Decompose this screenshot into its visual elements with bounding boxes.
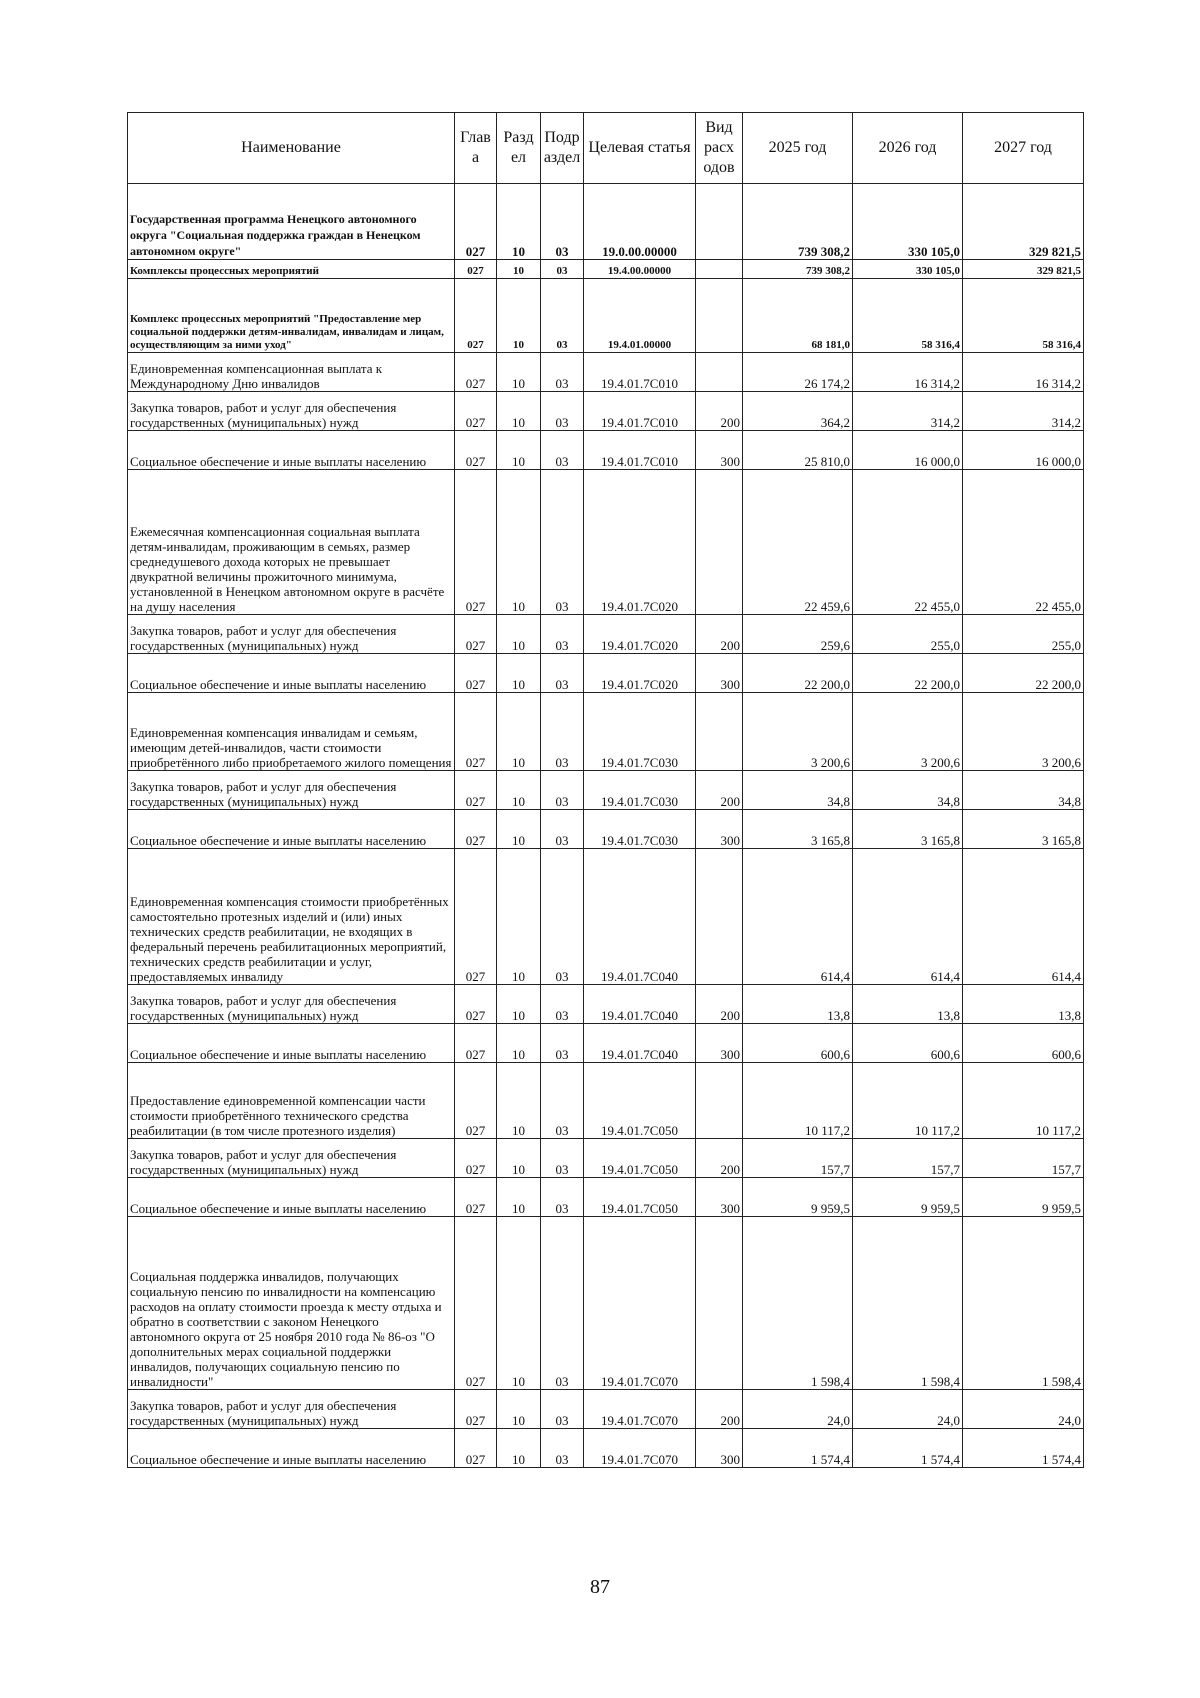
row-name: Закупка товаров, работ и услуг для обеспечения государственных (муниципальных) нужд <box>128 985 455 1024</box>
row-podrazdel: 03 <box>541 985 584 1024</box>
table-row <box>128 985 1084 1024</box>
row-2026: 255,0 <box>853 615 963 654</box>
row-razdel: 10 <box>497 693 541 771</box>
row-2026: 24,0 <box>853 1390 963 1429</box>
table-row <box>128 1063 1084 1139</box>
row-name: Социальное обеспечение и иные выплаты населению <box>128 810 455 849</box>
row-razdel: 10 <box>497 470 541 615</box>
row-2025: 24,0 <box>743 1390 853 1429</box>
row-target: 19.4.01.7С020 <box>584 615 696 654</box>
budget-table <box>127 112 1084 1468</box>
row-razdel: 10 <box>497 392 541 431</box>
table-row <box>128 1429 1084 1468</box>
row-podrazdel: 03 <box>541 1429 584 1468</box>
row-target: 19.4.01.7С050 <box>584 1178 696 1217</box>
row-name: Социальное обеспечение и иные выплаты населению <box>128 654 455 693</box>
row-2025: 364,2 <box>743 392 853 431</box>
row-razdel: 10 <box>497 184 541 260</box>
row-razdel: 10 <box>497 849 541 985</box>
row-vid: 300 <box>696 810 743 849</box>
row-2027: 13,8 <box>963 985 1084 1024</box>
row-2026: 10 117,2 <box>853 1063 963 1139</box>
table-row <box>128 470 1084 615</box>
row-razdel: 10 <box>497 431 541 470</box>
col-header-2025: 2025 год <box>743 113 853 184</box>
row-vid: 200 <box>696 1139 743 1178</box>
row-2025: 600,6 <box>743 1024 853 1063</box>
row-name: Закупка товаров, работ и услуг для обеспечения государственных (муниципальных) нужд <box>128 771 455 810</box>
row-2025: 157,7 <box>743 1139 853 1178</box>
row-name: Социальное обеспечение и иные выплаты населению <box>128 1024 455 1063</box>
table-row <box>128 184 1084 260</box>
row-2026: 9 959,5 <box>853 1178 963 1217</box>
row-glava: 027 <box>455 279 497 353</box>
table-header-row <box>128 113 1084 184</box>
row-2027: 329 821,5 <box>963 184 1084 260</box>
row-vid: 300 <box>696 1429 743 1468</box>
table-row <box>128 392 1084 431</box>
row-2026: 16 000,0 <box>853 431 963 470</box>
row-razdel: 10 <box>497 1217 541 1390</box>
row-podrazdel: 03 <box>541 849 584 985</box>
row-2025: 614,4 <box>743 849 853 985</box>
row-name: Закупка товаров, работ и услуг для обеспечения государственных (муниципальных) нужд <box>128 1139 455 1178</box>
row-razdel: 10 <box>497 279 541 353</box>
row-name: Закупка товаров, работ и услуг для обеспечения государственных (муниципальных) нужд <box>128 392 455 431</box>
page-number: 87 <box>590 1576 610 1598</box>
row-2025: 739 308,2 <box>743 260 853 279</box>
row-2026: 1 574,4 <box>853 1429 963 1468</box>
row-name: Комплексы процессных мероприятий <box>128 260 455 279</box>
row-2027: 16 000,0 <box>963 431 1084 470</box>
row-2025: 34,8 <box>743 771 853 810</box>
row-glava: 027 <box>455 184 497 260</box>
row-name: Социальное обеспечение и иные выплаты населению <box>128 1178 455 1217</box>
row-podrazdel: 03 <box>541 1217 584 1390</box>
row-target: 19.4.01.7С050 <box>584 1063 696 1139</box>
row-target: 19.4.01.00000 <box>584 279 696 353</box>
row-razdel: 10 <box>497 1139 541 1178</box>
row-target: 19.0.00.00000 <box>584 184 696 260</box>
row-glava: 027 <box>455 470 497 615</box>
row-target: 19.4.01.7С030 <box>584 771 696 810</box>
table-row <box>128 771 1084 810</box>
row-2027: 614,4 <box>963 849 1084 985</box>
row-2027: 24,0 <box>963 1390 1084 1429</box>
table-row <box>128 849 1084 985</box>
row-podrazdel: 03 <box>541 1063 584 1139</box>
row-glava: 027 <box>455 693 497 771</box>
row-2027: 329 821,5 <box>963 260 1084 279</box>
row-vid <box>696 279 743 353</box>
row-vid: 200 <box>696 1390 743 1429</box>
row-podrazdel: 03 <box>541 810 584 849</box>
row-target: 19.4.01.7С010 <box>584 353 696 392</box>
row-2027: 58 316,4 <box>963 279 1084 353</box>
table-row <box>128 1139 1084 1178</box>
row-podrazdel: 03 <box>541 693 584 771</box>
row-podrazdel: 03 <box>541 470 584 615</box>
row-name: Единовременная компенсация стоимости приобретённых самостоятельно протезных изделий и (или) иных технических средств реабилитации, не входящих в федеральный перечень реабилитационных мероприятий, технических средств реабилитации и услуг, предоставляемых инвалиду <box>128 849 455 985</box>
row-glava: 027 <box>455 654 497 693</box>
row-target: 19.4.01.7С010 <box>584 431 696 470</box>
row-glava: 027 <box>455 615 497 654</box>
row-2026: 3 200,6 <box>853 693 963 771</box>
row-podrazdel: 03 <box>541 260 584 279</box>
row-target: 19.4.00.00000 <box>584 260 696 279</box>
row-podrazdel: 03 <box>541 1139 584 1178</box>
row-name: Социальное обеспечение и иные выплаты населению <box>128 431 455 470</box>
row-podrazdel: 03 <box>541 431 584 470</box>
table-row <box>128 1217 1084 1390</box>
table-row <box>128 260 1084 279</box>
table-row <box>128 810 1084 849</box>
table-row <box>128 1024 1084 1063</box>
row-name: Государственная программа Ненецкого автономного округа "Социальная поддержка граждан в Ненецком автономном округе" <box>128 184 455 260</box>
row-target: 19.4.01.7С070 <box>584 1429 696 1468</box>
col-header-podrazdel: Подр аздел <box>541 113 584 184</box>
row-target: 19.4.01.7С040 <box>584 985 696 1024</box>
row-2026: 330 105,0 <box>853 260 963 279</box>
col-header-vid: Вид расх одов <box>696 113 743 184</box>
row-2027: 1 598,4 <box>963 1217 1084 1390</box>
row-target: 19.4.01.7С050 <box>584 1139 696 1178</box>
row-podrazdel: 03 <box>541 615 584 654</box>
row-glava: 027 <box>455 849 497 985</box>
row-2025: 25 810,0 <box>743 431 853 470</box>
row-glava: 027 <box>455 353 497 392</box>
row-2026: 16 314,2 <box>853 353 963 392</box>
row-razdel: 10 <box>497 1429 541 1468</box>
col-header-name: Наименование <box>128 113 455 184</box>
row-2026: 34,8 <box>853 771 963 810</box>
row-target: 19.4.01.7С030 <box>584 693 696 771</box>
row-name: Единовременная компенсационная выплата к Международному Дню инвалидов <box>128 353 455 392</box>
row-2027: 22 455,0 <box>963 470 1084 615</box>
row-name: Единовременная компенсация инвалидам и семьям, имеющим детей-инвалидов, части стоимости приобретённого либо приобретаемого жилого помещения <box>128 693 455 771</box>
row-2027: 9 959,5 <box>963 1178 1084 1217</box>
row-name: Комплекс процессных мероприятий "Предоставление мер социальной поддержки детям-инвалидам, инвалидам и лицам, осуществляющим за ними уход" <box>128 279 455 353</box>
row-glava: 027 <box>455 1024 497 1063</box>
table-row <box>128 615 1084 654</box>
row-2027: 255,0 <box>963 615 1084 654</box>
row-vid: 200 <box>696 771 743 810</box>
row-2026: 58 316,4 <box>853 279 963 353</box>
row-target: 19.4.01.7С070 <box>584 1217 696 1390</box>
row-vid <box>696 1063 743 1139</box>
row-2025: 259,6 <box>743 615 853 654</box>
row-vid: 300 <box>696 431 743 470</box>
row-razdel: 10 <box>497 260 541 279</box>
row-2025: 10 117,2 <box>743 1063 853 1139</box>
row-2026: 157,7 <box>853 1139 963 1178</box>
row-podrazdel: 03 <box>541 771 584 810</box>
row-vid: 300 <box>696 1178 743 1217</box>
row-2026: 1 598,4 <box>853 1217 963 1390</box>
table-row <box>128 279 1084 353</box>
row-podrazdel: 03 <box>541 279 584 353</box>
row-target: 19.4.01.7С040 <box>584 1024 696 1063</box>
col-header-2026: 2026 год <box>853 113 963 184</box>
row-2027: 1 574,4 <box>963 1429 1084 1468</box>
row-podrazdel: 03 <box>541 392 584 431</box>
row-glava: 027 <box>455 771 497 810</box>
row-2026: 22 200,0 <box>853 654 963 693</box>
row-vid <box>696 353 743 392</box>
row-vid <box>696 470 743 615</box>
row-2026: 22 455,0 <box>853 470 963 615</box>
row-2026: 13,8 <box>853 985 963 1024</box>
row-name: Предоставление единовременной компенсации части стоимости приобретённого технического средства реабилитации (в том числе протезного изделия) <box>128 1063 455 1139</box>
row-name: Социальная поддержка инвалидов, получающих социальную пенсию по инвалидности на компенсацию расходов на оплату стоимости проезда к месту отдыха и обратно в соответствии с законом Ненецкого автономного округа от 25 ноября 2010 года № 86-оз "О дополнительных мерах социальной поддержки инвалидов, получающих социальную пенсию по инвалидности" <box>128 1217 455 1390</box>
row-vid <box>696 184 743 260</box>
row-podrazdel: 03 <box>541 184 584 260</box>
row-2026: 3 165,8 <box>853 810 963 849</box>
row-2025: 13,8 <box>743 985 853 1024</box>
row-2027: 157,7 <box>963 1139 1084 1178</box>
table-row <box>128 431 1084 470</box>
row-razdel: 10 <box>497 985 541 1024</box>
row-podrazdel: 03 <box>541 1178 584 1217</box>
row-2026: 600,6 <box>853 1024 963 1063</box>
row-vid: 200 <box>696 392 743 431</box>
row-razdel: 10 <box>497 1024 541 1063</box>
row-podrazdel: 03 <box>541 1024 584 1063</box>
table-row <box>128 693 1084 771</box>
row-razdel: 10 <box>497 810 541 849</box>
row-2027: 314,2 <box>963 392 1084 431</box>
row-glava: 027 <box>455 985 497 1024</box>
row-2025: 9 959,5 <box>743 1178 853 1217</box>
row-podrazdel: 03 <box>541 353 584 392</box>
row-2027: 600,6 <box>963 1024 1084 1063</box>
table-row <box>128 353 1084 392</box>
table-row <box>128 1178 1084 1217</box>
row-target: 19.4.01.7С020 <box>584 654 696 693</box>
row-razdel: 10 <box>497 1063 541 1139</box>
row-podrazdel: 03 <box>541 1390 584 1429</box>
row-glava: 027 <box>455 1217 497 1390</box>
row-vid: 300 <box>696 654 743 693</box>
col-header-target: Целевая статья <box>584 113 696 184</box>
row-vid <box>696 693 743 771</box>
row-vid <box>696 260 743 279</box>
row-vid: 200 <box>696 985 743 1024</box>
col-header-razdel: Разд ел <box>497 113 541 184</box>
row-2026: 614,4 <box>853 849 963 985</box>
row-2025: 68 181,0 <box>743 279 853 353</box>
row-name: Закупка товаров, работ и услуг для обеспечения государственных (муниципальных) нужд <box>128 615 455 654</box>
row-target: 19.4.01.7С010 <box>584 392 696 431</box>
row-2027: 3 200,6 <box>963 693 1084 771</box>
row-2025: 3 200,6 <box>743 693 853 771</box>
col-header-glava: Глав а <box>455 113 497 184</box>
row-glava: 027 <box>455 260 497 279</box>
row-glava: 027 <box>455 1178 497 1217</box>
row-glava: 027 <box>455 392 497 431</box>
row-target: 19.4.01.7С020 <box>584 470 696 615</box>
row-2027: 16 314,2 <box>963 353 1084 392</box>
row-glava: 027 <box>455 1063 497 1139</box>
row-2025: 22 459,6 <box>743 470 853 615</box>
row-razdel: 10 <box>497 353 541 392</box>
row-razdel: 10 <box>497 1178 541 1217</box>
row-vid <box>696 849 743 985</box>
col-header-2027: 2027 год <box>963 113 1084 184</box>
row-glava: 027 <box>455 431 497 470</box>
row-razdel: 10 <box>497 615 541 654</box>
row-glava: 027 <box>455 1390 497 1429</box>
table-row <box>128 654 1084 693</box>
row-vid: 300 <box>696 1024 743 1063</box>
row-glava: 027 <box>455 1429 497 1468</box>
row-2025: 26 174,2 <box>743 353 853 392</box>
table-row <box>128 1390 1084 1429</box>
row-target: 19.4.01.7С040 <box>584 849 696 985</box>
row-2025: 3 165,8 <box>743 810 853 849</box>
row-vid: 200 <box>696 615 743 654</box>
row-name: Закупка товаров, работ и услуг для обеспечения государственных (муниципальных) нужд <box>128 1390 455 1429</box>
row-2027: 34,8 <box>963 771 1084 810</box>
row-2025: 22 200,0 <box>743 654 853 693</box>
row-2025: 739 308,2 <box>743 184 853 260</box>
row-2027: 3 165,8 <box>963 810 1084 849</box>
row-2025: 1 574,4 <box>743 1429 853 1468</box>
row-target: 19.4.01.7С070 <box>584 1390 696 1429</box>
row-2025: 1 598,4 <box>743 1217 853 1390</box>
row-razdel: 10 <box>497 654 541 693</box>
row-2026: 330 105,0 <box>853 184 963 260</box>
row-razdel: 10 <box>497 771 541 810</box>
row-vid <box>696 1217 743 1390</box>
row-podrazdel: 03 <box>541 654 584 693</box>
row-razdel: 10 <box>497 1390 541 1429</box>
row-2027: 10 117,2 <box>963 1063 1084 1139</box>
row-2026: 314,2 <box>853 392 963 431</box>
row-name: Ежемесячная компенсационная социальная выплата детям-инвалидам, проживающим в семьях, размер среднедушевого дохода которых не превышает двукратной величины прожиточного минимума, установленной в Ненецком автономном округе в расчёте на душу населения <box>128 470 455 615</box>
row-2027: 22 200,0 <box>963 654 1084 693</box>
row-glava: 027 <box>455 810 497 849</box>
row-glava: 027 <box>455 1139 497 1178</box>
row-name: Социальное обеспечение и иные выплаты населению <box>128 1429 455 1468</box>
row-target: 19.4.01.7С030 <box>584 810 696 849</box>
